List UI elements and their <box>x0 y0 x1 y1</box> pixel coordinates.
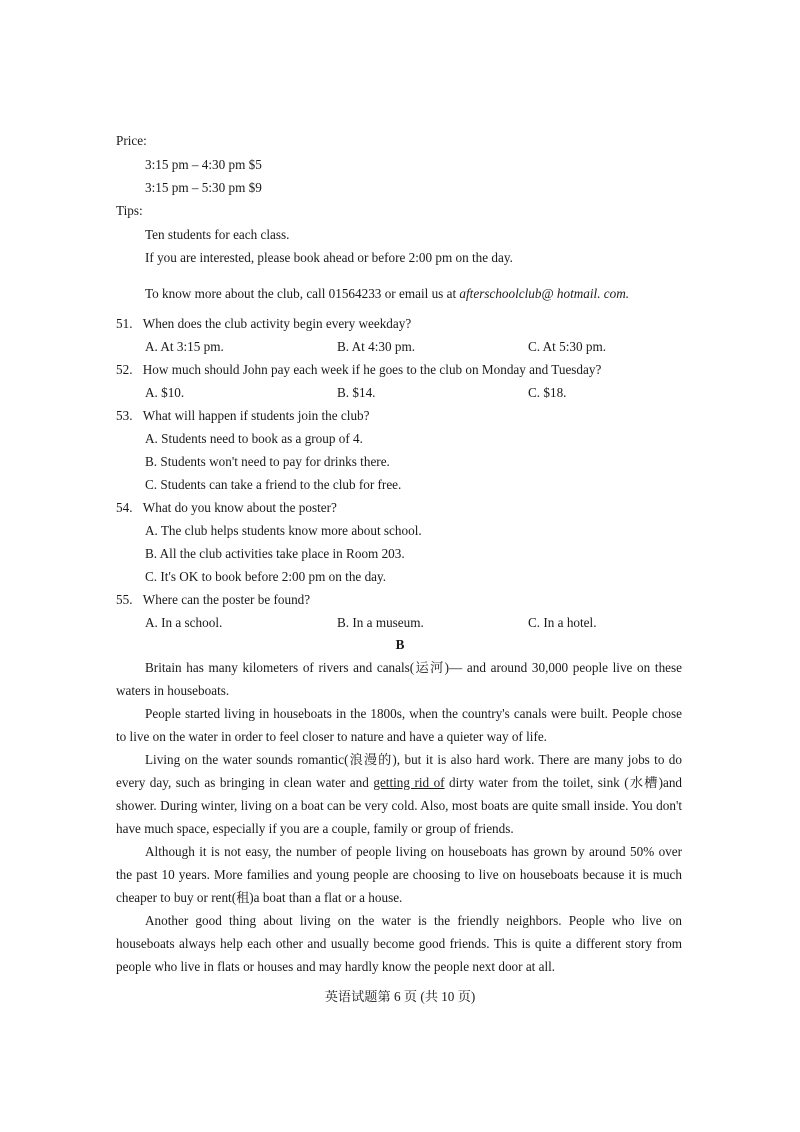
passage-paragraph-2 <box>116 702 682 748</box>
question-number: 52. <box>116 362 133 377</box>
option-b: B. In a museum. <box>337 615 424 630</box>
question-text: How much should John pay each week if he goes to the club on Monday and Tuesday? <box>142 362 602 377</box>
price-row-1: 3:15 pm – 4:30 pm $5 <box>145 157 262 172</box>
section-heading: B <box>395 637 405 652</box>
price-label: Price: <box>116 133 147 148</box>
tips-line-1: Ten students for each class. <box>145 227 290 242</box>
option-b: B. $14. <box>337 385 376 400</box>
question-number: 54. <box>116 500 133 515</box>
contact-text: To know more about the club, call 01564233 or email us at <box>145 286 460 301</box>
question-number: 53. <box>116 408 133 423</box>
option-a: A. At 3:15 pm. <box>145 339 224 354</box>
question-51 <box>116 315 411 333</box>
passage-paragraph-1 <box>116 656 682 702</box>
option-a: A. In a school. <box>145 615 223 630</box>
option-a: A. The club helps students know more about school. <box>145 523 422 538</box>
paragraph-text: dirty water from the toilet, sink (水槽)and shower. During winter, living on a boat can be very cold. Also, most boats are quite small inside. You don't have much space, especially if you are a couple, family or group of friends. <box>116 775 683 836</box>
option-c: C. Students can take a friend to the club for free. <box>145 477 402 492</box>
paragraph-text: Although it is not easy, the number of people living on houseboats has grown by around 50% over the past 10 years. More families and young people are choosing to live on houseboats because it is much cheaper to buy or rent(租)a boat than a flat or a house. <box>116 844 682 905</box>
question-text: Where can the poster be found? <box>142 592 311 607</box>
paragraph-text: Britain has many kilometers of rivers and canals(运河)— and around 30,000 people live on these waters in houseboats. <box>116 660 682 698</box>
question-text: What will happen if students join the club? <box>142 408 370 423</box>
question-text: What do you know about the poster? <box>142 500 337 515</box>
page-footer: 英语试题第 6 页 (共 10 页) <box>324 989 476 1004</box>
option-a: A. $10. <box>145 385 185 400</box>
option-b: B. At 4:30 pm. <box>337 339 416 354</box>
option-c: C. At 5:30 pm. <box>528 339 607 354</box>
price-row-2: 3:15 pm – 5:30 pm $9 <box>145 180 262 195</box>
paragraph-text: People started living in houseboats in the 1800s, when the country's canals were built. People chose to live on the water in order to feel closer to nature and have a quieter way of life. <box>116 706 682 744</box>
question-52 <box>116 361 601 379</box>
tips-label: Tips: <box>116 203 143 218</box>
question-number: 55. <box>116 592 133 607</box>
tips-line-2: If you are interested, please book ahead or before 2:00 pm on the day. <box>145 250 513 265</box>
passage-paragraph-5 <box>116 909 682 978</box>
option-a: A. Students need to book as a group of 4. <box>145 431 363 446</box>
question-53 <box>116 407 369 425</box>
question-55 <box>116 591 310 609</box>
paragraph-text: Living on the water sounds romantic(浪漫的), but it is also hard work. There are many jobs to do every day, such as bringing in clean water and <box>116 752 682 790</box>
option-c: C. In a hotel. <box>528 615 597 630</box>
option-c: C. $18. <box>528 385 567 400</box>
question-text: When does the club activity begin every weekday? <box>142 316 412 331</box>
question-number: 51. <box>116 316 133 331</box>
option-b: B. All the club activities take place in Room 203. <box>145 546 405 561</box>
passage-paragraph-3 <box>116 748 682 840</box>
contact-line <box>145 285 629 303</box>
underlined-phrase: getting rid of <box>373 775 445 790</box>
paragraph-text: Another good thing about living on the water is the friendly neighbors. People who live on houseboats always help each other and usually become good friends. This is quite a different story from people who live in flats or houses and may hardly know the people next door at all. <box>116 913 682 974</box>
option-b: B. Students won't need to pay for drinks there. <box>145 454 390 469</box>
contact-email: afterschoolclub@ hotmail. com. <box>459 286 630 301</box>
option-c: C. It's OK to book before 2:00 pm on the day. <box>145 569 387 584</box>
question-54 <box>116 499 337 517</box>
passage-paragraph-4 <box>116 840 682 909</box>
